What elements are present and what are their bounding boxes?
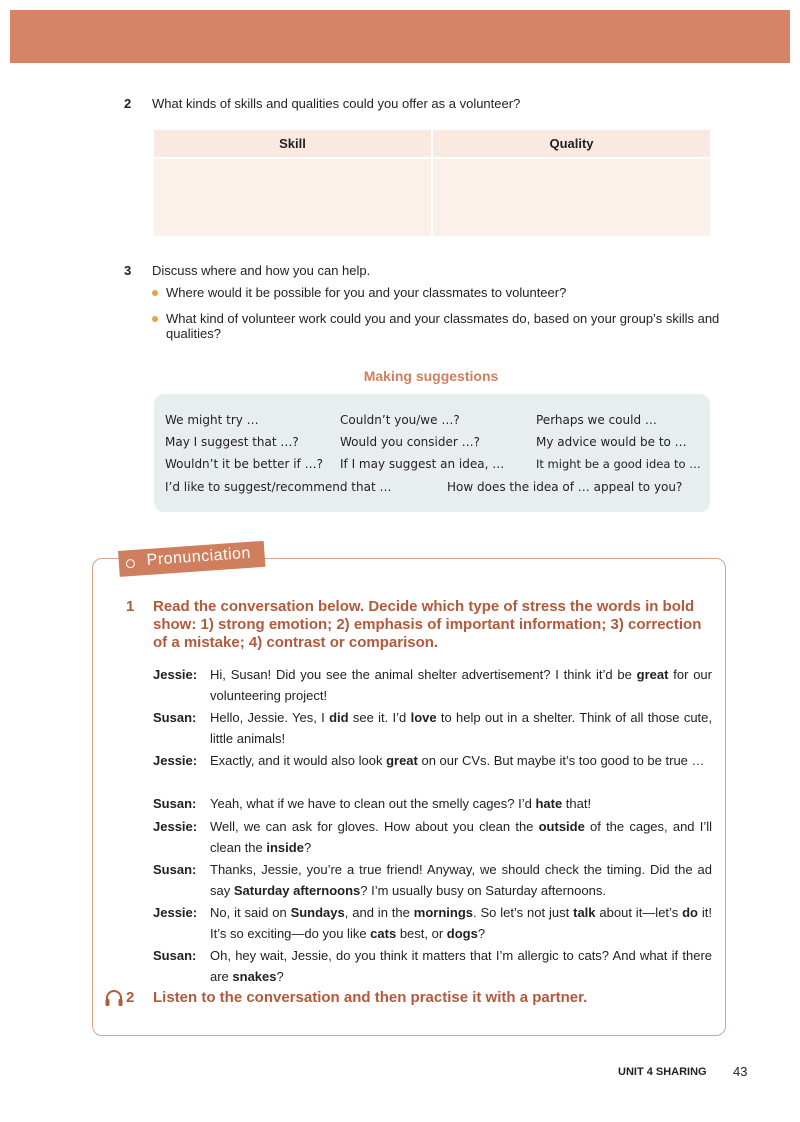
question-2-number: 2 <box>124 96 132 111</box>
utterance: No, it said on Sundays, and in the mornings. So let’s not just talk about it—let’s do it! It’s so exciting—do you like cats best, or dogs? <box>210 905 712 941</box>
speaker-name: Susan: <box>153 710 197 725</box>
suggestion-phrase: If I may suggest an idea, … <box>340 457 505 471</box>
stressed-word: did <box>329 710 349 725</box>
bullet-text: What kind of volunteer work could you and your classmates do, based on your group’s skills and qualities? <box>166 311 720 341</box>
skill-quality-table <box>154 130 710 236</box>
suggestion-phrase: How does the idea of … appeal to you? <box>447 480 683 494</box>
speaker-name: Susan: <box>153 796 197 811</box>
utterance: Yeah, what if we have to clean out the smelly cages? I’d hate that! <box>210 796 592 811</box>
utterance: Well, we can ask for gloves. How about you clean the outside of the cages, and I’ll clean the inside? <box>210 819 712 855</box>
pronunciation-task-2-number: 2 <box>126 989 135 1006</box>
headphones-icon[interactable] <box>104 989 124 1007</box>
making-suggestions-title: Making suggestions <box>363 368 499 384</box>
quality-header: Quality <box>433 130 710 157</box>
page-number: 43 <box>733 1064 748 1079</box>
stressed-word: love <box>410 710 437 725</box>
quality-answer-cell[interactable] <box>433 159 710 236</box>
utterance: Oh, hey wait, Jessie, do you think it matters that I’m allergic to cats? And what if there are snakes? <box>210 948 712 984</box>
pronunciation-tab-label: Pronunciation <box>146 544 252 569</box>
stressed-word: great <box>386 753 418 768</box>
utterance: Hi, Susan! Did you see the animal shelter advertisement? I think it’d be great for our volunteering project! <box>210 667 712 703</box>
speaker-name: Susan: <box>153 948 197 963</box>
stressed-word: snakes <box>232 969 277 984</box>
stressed-word: do <box>682 905 698 920</box>
circle-icon <box>126 559 136 569</box>
suggestion-phrase: My advice would be to … <box>536 435 687 449</box>
footer-unit-label: UNIT 4 SHARING <box>618 1066 707 1078</box>
stressed-word: cats <box>370 926 397 941</box>
skill-column <box>154 130 431 236</box>
skill-header: Skill <box>154 130 431 157</box>
stressed-word: talk <box>573 905 596 920</box>
stressed-word: outside <box>538 819 585 834</box>
utterance: Exactly, and it would also look great on our CVs. But maybe it’s too good to be true … <box>210 753 705 768</box>
suggestion-phrase: May I suggest that …? <box>165 435 299 449</box>
pronunciation-task-1-number: 1 <box>126 598 135 615</box>
bullet-dot-icon <box>152 316 158 322</box>
pronunciation-task-2-text: Listen to the conversation and then practise it with a partner. <box>153 989 588 1006</box>
suggestions-box <box>154 394 710 512</box>
utterance: Thanks, Jessie, you’re a true friend! Anyway, we should check the timing. Did the ad say Saturday afternoons? I’m usually busy on Saturday afternoons. <box>210 862 712 898</box>
stressed-word: mornings <box>413 905 473 920</box>
suggestion-phrase: I’d like to suggest/recommend that … <box>165 480 392 494</box>
skill-answer-cell[interactable] <box>154 159 431 236</box>
suggestion-phrase: Would you consider …? <box>340 435 480 449</box>
stressed-word: Saturday afternoons <box>233 883 361 898</box>
pronunciation-task-1-text: Read the conversation below. Decide which type of stress the words in bold show: 1) strong emotion; 2) emphasis of important information; 3) correction of a mistake; 4) contrast or comparison. <box>153 598 702 651</box>
stressed-word: hate <box>535 796 563 811</box>
utterance: Hello, Jessie. Yes, I did see it. I’d love to help out in a shelter. Think of all those cute, little animals! <box>210 710 713 746</box>
suggestion-phrase: Perhaps we could … <box>536 413 657 427</box>
bullet-dot-icon <box>152 290 158 296</box>
stressed-word: inside <box>266 840 304 855</box>
stressed-word: Sundays <box>290 905 345 920</box>
question-3-number: 3 <box>124 263 132 278</box>
quality-column <box>433 130 710 236</box>
suggestion-phrase: We might try … <box>165 413 259 427</box>
suggestion-phrase: Wouldn’t it be better if …? <box>165 457 323 471</box>
speaker-name: Susan: <box>153 862 197 877</box>
speaker-name: Jessie: <box>153 753 198 768</box>
stressed-word: great <box>636 667 669 682</box>
bullet-text: Where would it be possible for you and your classmates to volunteer? <box>166 285 567 300</box>
question-2-text: What kinds of skills and qualities could you offer as a volunteer? <box>152 96 521 111</box>
speaker-name: Jessie: <box>153 905 198 920</box>
speaker-name: Jessie: <box>153 667 198 682</box>
suggestion-phrase: It might be a good idea to … <box>536 457 701 471</box>
question-3-text: Discuss where and how you can help. <box>152 263 371 278</box>
stressed-word: dogs <box>446 926 478 941</box>
header-band <box>10 10 790 63</box>
suggestion-phrase: Couldn’t you/we …? <box>340 413 460 427</box>
speaker-name: Jessie: <box>153 819 198 834</box>
